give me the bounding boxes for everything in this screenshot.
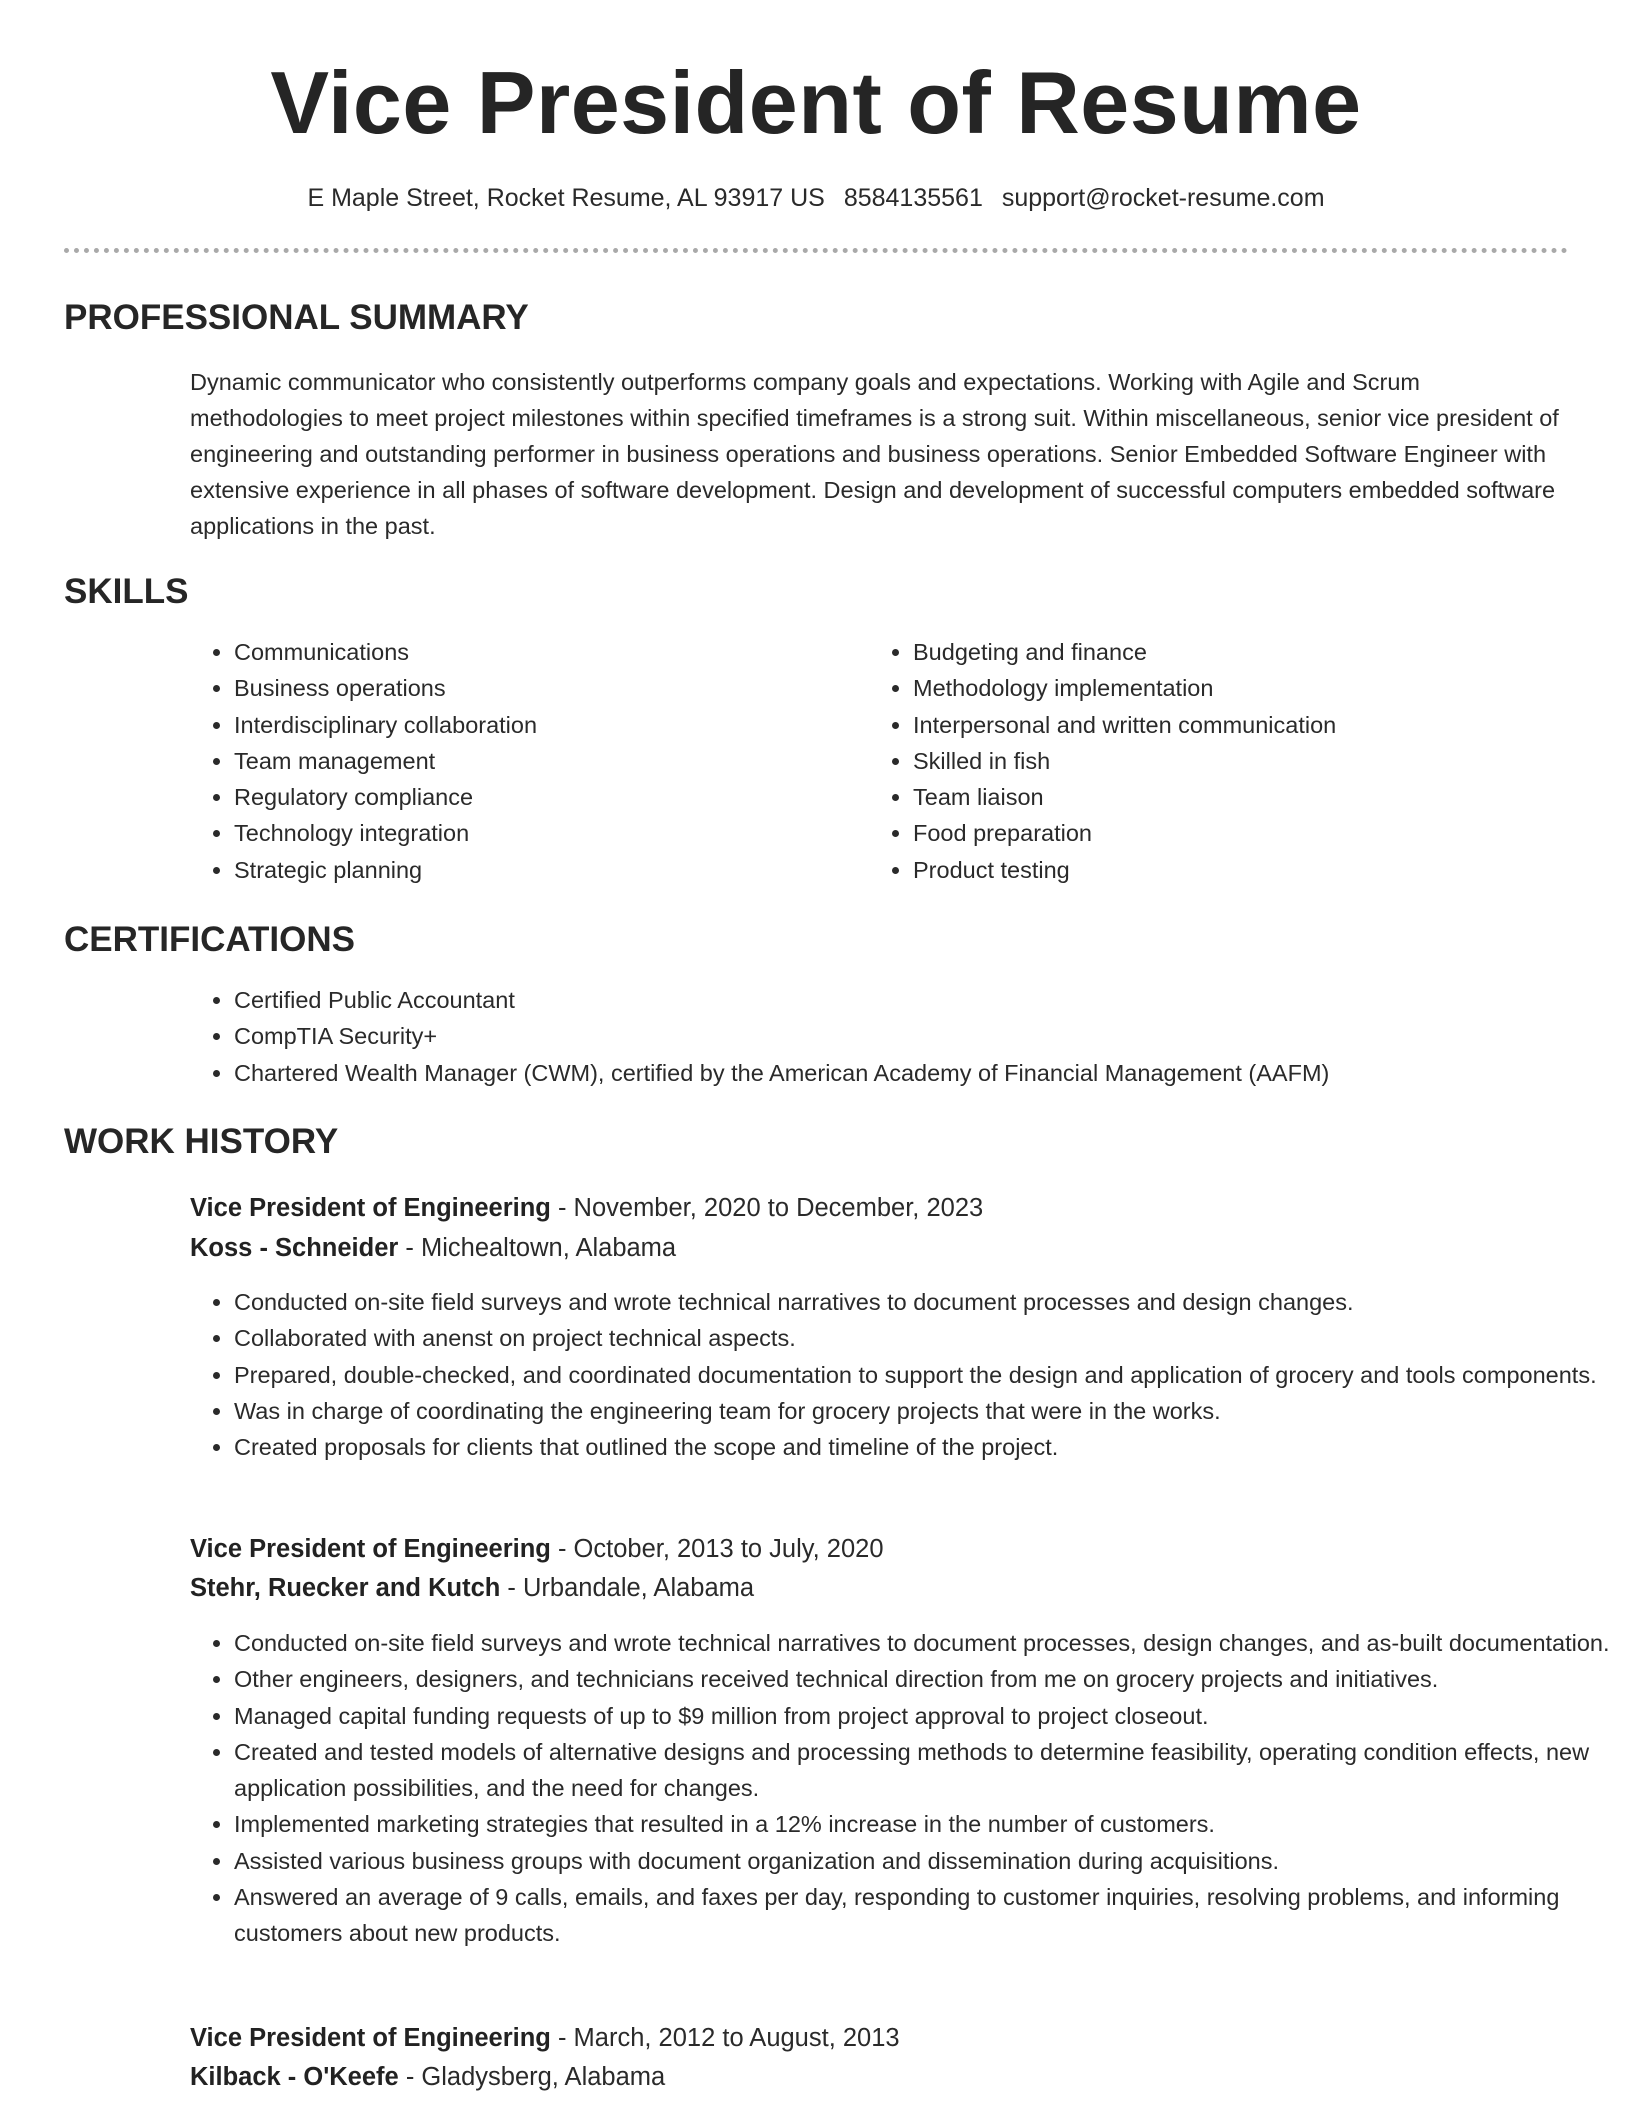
list-item: • Skilled in fish	[913, 743, 1613, 779]
contact-email: support@rocket-resume.com	[1001, 184, 1325, 212]
job-dates: - October, 2013 to July, 2020	[550, 1535, 884, 1563]
list-item: • Managed capital funding requests of up to $9 million from project approval to project closeout.	[234, 1698, 1614, 1734]
list-item: • Implemented marketing strategies that resulted in a 12% increase in the number of customers.	[234, 1806, 1614, 1842]
section-title-summary: PROFESSIONAL SUMMARY	[64, 298, 529, 337]
list-item: • Technology integration	[234, 815, 874, 851]
certifications-list	[190, 982, 1614, 1091]
list-item: • Chartered Wealth Manager (CWM), certified by the American Academy of Financial Management (AAFM)	[234, 1055, 1614, 1091]
list-item: • Collaborated with anenst on project technical aspects.	[234, 1320, 1614, 1356]
list-item: • Interpersonal and written communication	[913, 707, 1613, 743]
job-location: - Urbandale, Alabama	[500, 1574, 755, 1602]
section-title-certifications: CERTIFICATIONS	[64, 920, 356, 959]
list-item: • Communications	[234, 634, 874, 670]
list-item: • Product testing	[913, 852, 1613, 888]
list-item: • Created and tested models of alternative designs and processing methods to determine feasibility, operating condition effects, new application possibilities, and the need for changes.	[234, 1734, 1614, 1807]
contact-address: E Maple Street, Rocket Resume, AL 93917 US	[307, 184, 825, 212]
list-item: • Created proposals for clients that outlined the scope and timeline of the project.	[234, 1429, 1614, 1465]
job-company: Stehr, Ruecker and Kutch	[190, 1574, 501, 1602]
list-item: • Was in charge of coordinating the engineering team for grocery projects that were in the works.	[234, 1393, 1614, 1429]
job-company: Kilback - O'Keefe	[190, 2063, 399, 2091]
list-item: • Assisted various business groups with document organization and dissemination during acquisitions.	[234, 1843, 1614, 1879]
list-item: • Conducted on-site field surveys and wrote technical narratives to document processes and design changes.	[234, 1284, 1614, 1320]
job-dates: - November, 2020 to December, 2023	[550, 1194, 984, 1222]
list-item: • Business operations	[234, 670, 874, 706]
job-role: Vice President of Engineering	[190, 2024, 551, 2052]
list-item: • Team management	[234, 743, 874, 779]
job-role: Vice President of Engineering	[190, 1194, 551, 1222]
job-company: Koss - Schneider	[190, 1234, 399, 1262]
job-location: - Gladysberg, Alabama	[398, 2063, 666, 2091]
job-title-line	[190, 2020, 900, 2056]
summary-text: Dynamic communicator who consistently outperforms company goals and expectations. Working with Agile and Scrum methodologies to meet project milestones within specified timeframes is a strong suit. Within miscellaneous, senior vice president of engineering and outstanding performer in business operations and business operations. Senior Embedded Software Engineer with extensive experience in all phases of software development. Design and development of successful computers embedded software applications in the past.	[190, 369, 1559, 539]
job-company-line	[190, 2059, 665, 2095]
list-item: • Prepared, double-checked, and coordinated documentation to support the design and application of grocery and tools components.	[234, 1357, 1614, 1393]
job-company-line	[190, 1570, 754, 1606]
section-title-skills: SKILLS	[64, 572, 189, 611]
job-dates: - March, 2012 to August, 2013	[550, 2024, 900, 2052]
list-item: • Methodology implementation	[913, 670, 1613, 706]
section-title-work-history: WORK HISTORY	[64, 1122, 339, 1161]
job-bullets	[190, 1625, 1614, 1952]
skills-list-left	[190, 634, 874, 888]
list-item: • CompTIA Security+	[234, 1018, 1614, 1054]
job-company-line	[190, 1230, 676, 1266]
list-item: • Certified Public Accountant	[234, 982, 1614, 1018]
job-location: - Michealtown, Alabama	[398, 1234, 677, 1262]
list-item: • Budgeting and finance	[913, 634, 1613, 670]
contact-line	[0, 180, 1632, 216]
list-item: • Regulatory compliance	[234, 779, 874, 815]
job-role: Vice President of Engineering	[190, 1535, 551, 1563]
resume-name: Vice President of Resume	[270, 53, 1362, 152]
header-divider	[64, 248, 1568, 253]
list-item: • Answered an average of 9 calls, emails, and faxes per day, responding to customer inquiries, resolving problems, and informing customers about new products.	[234, 1879, 1614, 1952]
job-title-line	[190, 1531, 884, 1567]
contact-phone: 8584135561	[843, 184, 983, 212]
list-item: • Team liaison	[913, 779, 1613, 815]
list-item: • Other engineers, designers, and technicians received technical direction from me on grocery projects and initiatives.	[234, 1661, 1614, 1697]
skills-list-right	[869, 634, 1613, 888]
job-title-line	[190, 1190, 983, 1226]
list-item: • Conducted on-site field surveys and wrote technical narratives to document processes, design changes, and as-built documentation.	[234, 1625, 1614, 1661]
list-item: • Strategic planning	[234, 852, 874, 888]
job-bullets	[190, 1284, 1614, 1465]
list-item: • Food preparation	[913, 815, 1613, 851]
list-item: • Interdisciplinary collaboration	[234, 707, 874, 743]
